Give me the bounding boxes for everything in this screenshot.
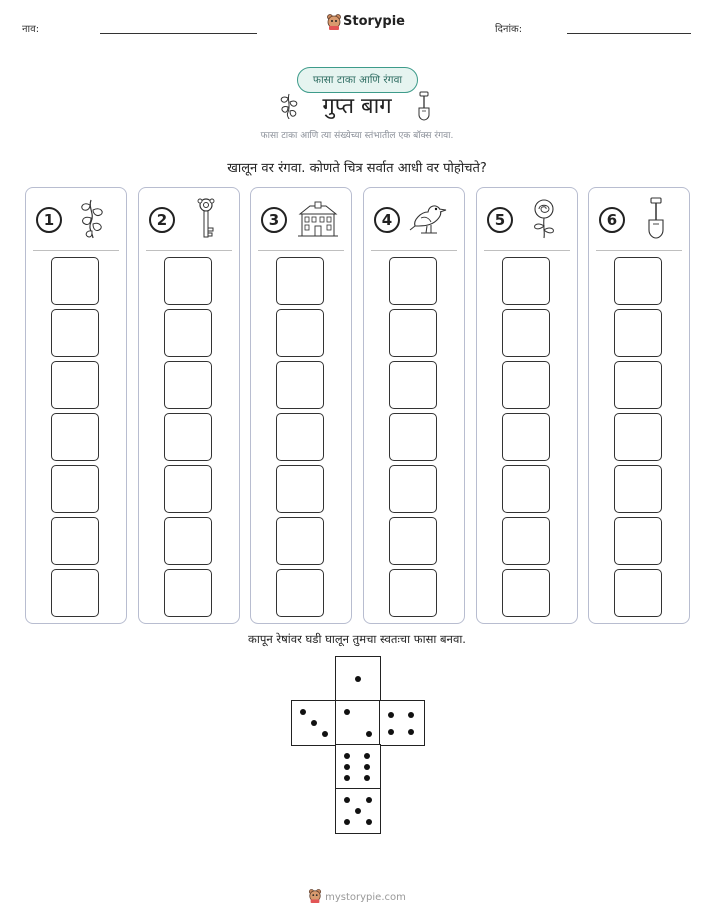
pip [344, 797, 350, 803]
die-face-1 [335, 656, 381, 702]
date-label: दिनांक: [495, 24, 523, 35]
dice-instruction: कापून रेषांवर घडी घालून तुमचा स्वतःचा फासा बनवा. [248, 632, 466, 646]
color-box[interactable] [389, 361, 437, 409]
column-1 [25, 187, 127, 624]
storypie-logo-icon [326, 13, 342, 31]
color-box[interactable] [51, 361, 99, 409]
color-box[interactable] [389, 257, 437, 305]
storypie-logo-icon [308, 888, 322, 904]
color-box[interactable] [502, 257, 550, 305]
color-box[interactable] [51, 517, 99, 565]
color-box[interactable] [502, 361, 550, 409]
pip [364, 775, 370, 781]
column-3 [250, 187, 352, 624]
color-box[interactable] [614, 309, 662, 357]
color-box[interactable] [614, 361, 662, 409]
color-box[interactable] [164, 569, 212, 617]
color-box[interactable] [502, 517, 550, 565]
color-box[interactable] [51, 309, 99, 357]
color-box[interactable] [276, 517, 324, 565]
color-box[interactable] [164, 413, 212, 461]
pip [344, 709, 350, 715]
color-box[interactable] [614, 517, 662, 565]
color-box[interactable] [502, 569, 550, 617]
column-divider [371, 250, 457, 251]
color-box[interactable] [51, 257, 99, 305]
column-2 [138, 187, 240, 624]
question-text: खालून वर रंगवा. कोणते चित्र सर्वात आधी वर पोहोचते? [227, 161, 487, 176]
color-box[interactable] [51, 569, 99, 617]
color-box[interactable] [502, 309, 550, 357]
die-face-2 [335, 700, 381, 746]
color-box[interactable] [614, 257, 662, 305]
color-box[interactable] [164, 361, 212, 409]
pip [388, 729, 394, 735]
column-divider [596, 250, 682, 251]
color-box[interactable] [389, 517, 437, 565]
color-box[interactable] [276, 361, 324, 409]
shovel-icon [417, 91, 431, 121]
color-box[interactable] [614, 413, 662, 461]
activity-tag: फासा टाका आणि रंगवा [297, 67, 418, 93]
ivy-icon [71, 196, 115, 240]
pip [344, 753, 350, 759]
color-box[interactable] [164, 517, 212, 565]
date-line[interactable] [567, 33, 691, 34]
color-box[interactable] [276, 257, 324, 305]
pip [388, 712, 394, 718]
page-subtitle: फासा टाका आणि त्या संख्येच्या स्तंभातील एक बॉक्स रंगवा. [260, 131, 454, 141]
die-face-5 [335, 788, 381, 834]
color-box[interactable] [51, 465, 99, 513]
color-box[interactable] [51, 413, 99, 461]
color-box[interactable] [276, 569, 324, 617]
footer [0, 888, 714, 904]
color-box[interactable] [276, 465, 324, 513]
column-number: 4 [374, 207, 400, 233]
pip [364, 753, 370, 759]
color-box[interactable] [164, 309, 212, 357]
die-face-4 [379, 700, 425, 746]
die-face-6 [335, 744, 381, 790]
column-number: 3 [261, 207, 287, 233]
die-face-3 [291, 700, 337, 746]
name-label: नाव: [22, 24, 40, 35]
column-divider [33, 250, 119, 251]
name-line[interactable] [100, 33, 257, 34]
column-divider [258, 250, 344, 251]
pip [322, 731, 328, 737]
pip [300, 709, 306, 715]
ivy-icon [276, 92, 302, 120]
key-icon [184, 196, 228, 240]
color-box[interactable] [164, 257, 212, 305]
pip [366, 731, 372, 737]
brand-name: Storypie [343, 14, 405, 29]
color-box[interactable] [276, 413, 324, 461]
footer-url[interactable]: mystorypie.com [325, 892, 406, 903]
pip [408, 712, 414, 718]
column-number: 2 [149, 207, 175, 233]
column-6 [588, 187, 690, 624]
color-box[interactable] [614, 569, 662, 617]
page-title: गुप्त बाग [322, 94, 392, 119]
column-number: 6 [599, 207, 625, 233]
color-box[interactable] [502, 413, 550, 461]
column-number: 5 [487, 207, 513, 233]
bird-icon [409, 196, 453, 240]
pip [344, 819, 350, 825]
column-4 [363, 187, 465, 624]
color-box[interactable] [389, 569, 437, 617]
color-box[interactable] [389, 465, 437, 513]
pip [311, 720, 317, 726]
column-5 [476, 187, 578, 624]
brand-logo [326, 13, 405, 33]
pip [355, 808, 361, 814]
pip [408, 729, 414, 735]
shovel-icon [634, 196, 678, 240]
pip [355, 676, 361, 682]
color-box[interactable] [389, 309, 437, 357]
column-number: 1 [36, 207, 62, 233]
pip [344, 775, 350, 781]
pip [364, 764, 370, 770]
pip [366, 819, 372, 825]
column-divider [146, 250, 232, 251]
pip [344, 764, 350, 770]
column-divider [484, 250, 570, 251]
color-box[interactable] [389, 413, 437, 461]
mansion-icon [296, 196, 340, 240]
color-box[interactable] [614, 465, 662, 513]
color-box[interactable] [276, 309, 324, 357]
rose-icon [522, 196, 566, 240]
pip [366, 797, 372, 803]
color-box[interactable] [502, 465, 550, 513]
color-box[interactable] [164, 465, 212, 513]
